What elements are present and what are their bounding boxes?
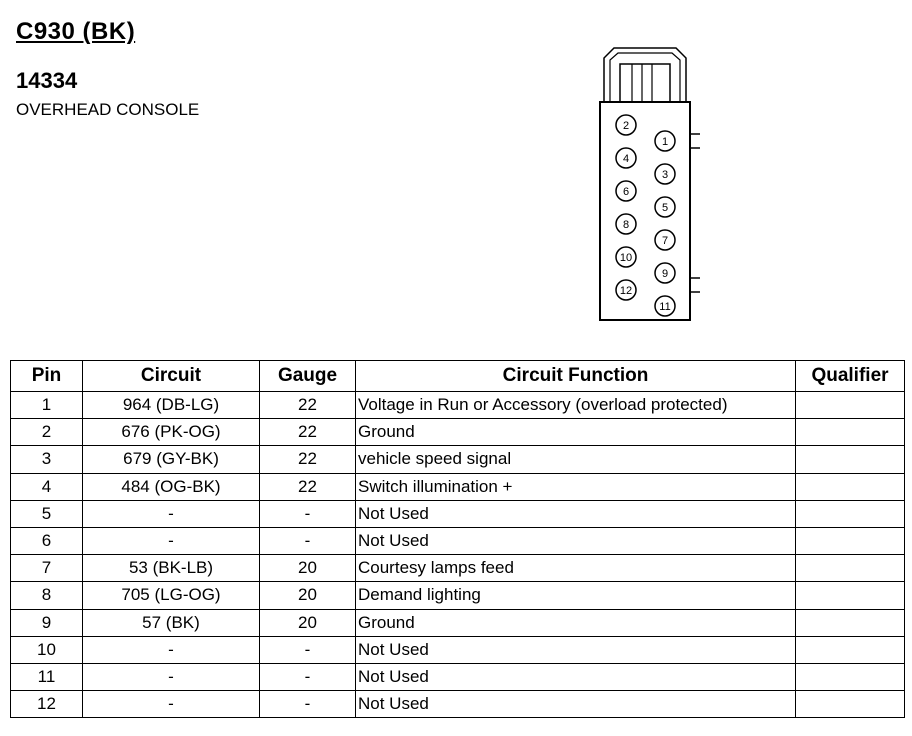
pin-cell: 4 bbox=[11, 473, 83, 500]
function-cell: vehicle speed signal bbox=[356, 446, 796, 473]
pin-4-label: 4 bbox=[622, 153, 630, 165]
table-row bbox=[11, 446, 905, 473]
table-header-row bbox=[11, 361, 905, 392]
qualifier-cell bbox=[796, 555, 905, 582]
gauge-cell: - bbox=[260, 636, 356, 663]
pin-12-label: 12 bbox=[619, 285, 633, 297]
qualifier-cell bbox=[796, 446, 905, 473]
gauge-cell: 22 bbox=[260, 392, 356, 419]
gauge-cell: 22 bbox=[260, 446, 356, 473]
pin-cell: 9 bbox=[11, 609, 83, 636]
gauge-cell: 20 bbox=[260, 609, 356, 636]
pin-cell: 12 bbox=[11, 691, 83, 718]
pin-cell: 2 bbox=[11, 419, 83, 446]
pin-10-label: 10 bbox=[619, 252, 633, 264]
function-cell: Not Used bbox=[356, 500, 796, 527]
table-row bbox=[11, 636, 905, 663]
pin-9-label: 9 bbox=[661, 268, 669, 280]
pin-cell: 8 bbox=[11, 582, 83, 609]
pin-6-label: 6 bbox=[622, 186, 630, 198]
pin-cell: 7 bbox=[11, 555, 83, 582]
pin-5-label: 5 bbox=[661, 202, 669, 214]
gauge-cell: - bbox=[260, 500, 356, 527]
function-cell: Not Used bbox=[356, 663, 796, 690]
circuit-cell: 53 (BK-LB) bbox=[83, 555, 260, 582]
pin-cell: 10 bbox=[11, 636, 83, 663]
gauge-cell: 20 bbox=[260, 582, 356, 609]
gauge-cell: 20 bbox=[260, 555, 356, 582]
header-circuit-function: Circuit Function bbox=[356, 361, 796, 392]
qualifier-cell bbox=[796, 609, 905, 636]
header-gauge: Gauge bbox=[260, 361, 356, 392]
pin-11-label: 11 bbox=[659, 301, 671, 313]
pin-7-label: 7 bbox=[661, 235, 669, 247]
circuit-cell: 676 (PK-OG) bbox=[83, 419, 260, 446]
pin-cell: 6 bbox=[11, 527, 83, 554]
function-cell: Ground bbox=[356, 419, 796, 446]
function-cell: Voltage in Run or Accessory (overload protected) bbox=[356, 392, 796, 419]
pin-1-label: 1 bbox=[661, 136, 669, 148]
table-row bbox=[11, 663, 905, 690]
circuit-cell: - bbox=[83, 663, 260, 690]
header-circuit: Circuit bbox=[83, 361, 260, 392]
qualifier-cell bbox=[796, 691, 905, 718]
qualifier-cell bbox=[796, 527, 905, 554]
table-row bbox=[11, 527, 905, 554]
table-row bbox=[11, 392, 905, 419]
part-number: 14334 bbox=[16, 68, 78, 93]
gauge-cell: - bbox=[260, 527, 356, 554]
function-cell: Demand lighting bbox=[356, 582, 796, 609]
pin-cell: 3 bbox=[11, 446, 83, 473]
connector-title: C930 (BK) bbox=[16, 18, 136, 45]
pin-3-label: 3 bbox=[661, 169, 669, 181]
gauge-cell: - bbox=[260, 663, 356, 690]
header-qualifier: Qualifier bbox=[796, 361, 905, 392]
connector-description: OVERHEAD CONSOLE bbox=[16, 100, 200, 119]
table-row bbox=[11, 419, 905, 446]
pin-cell: 5 bbox=[11, 500, 83, 527]
pin-8-label: 8 bbox=[622, 219, 630, 231]
qualifier-cell bbox=[796, 663, 905, 690]
circuit-cell: 484 (OG-BK) bbox=[83, 473, 260, 500]
table-row bbox=[11, 691, 905, 718]
gauge-cell: 22 bbox=[260, 419, 356, 446]
circuit-cell: 57 (BK) bbox=[83, 609, 260, 636]
pinout-table bbox=[10, 360, 905, 718]
function-cell: Ground bbox=[356, 609, 796, 636]
table-row bbox=[11, 500, 905, 527]
table-row bbox=[11, 582, 905, 609]
table-row bbox=[11, 609, 905, 636]
function-cell: Not Used bbox=[356, 527, 796, 554]
circuit-cell: 679 (GY-BK) bbox=[83, 446, 260, 473]
circuit-cell: 705 (LG-OG) bbox=[83, 582, 260, 609]
qualifier-cell bbox=[796, 582, 905, 609]
circuit-cell: - bbox=[83, 500, 260, 527]
function-cell: Not Used bbox=[356, 691, 796, 718]
circuit-cell: 964 (DB-LG) bbox=[83, 392, 260, 419]
table-row bbox=[11, 473, 905, 500]
function-cell: Courtesy lamps feed bbox=[356, 555, 796, 582]
qualifier-cell bbox=[796, 419, 905, 446]
circuit-cell: - bbox=[83, 691, 260, 718]
pin-2-label: 2 bbox=[622, 120, 630, 132]
connector-face-diagram bbox=[590, 40, 700, 325]
pin-cell: 1 bbox=[11, 392, 83, 419]
header-pin: Pin bbox=[11, 361, 83, 392]
circuit-cell: - bbox=[83, 636, 260, 663]
qualifier-cell bbox=[796, 473, 905, 500]
function-cell: Not Used bbox=[356, 636, 796, 663]
qualifier-cell bbox=[796, 500, 905, 527]
gauge-cell: - bbox=[260, 691, 356, 718]
function-cell: Switch illumination + bbox=[356, 473, 796, 500]
gauge-cell: 22 bbox=[260, 473, 356, 500]
qualifier-cell bbox=[796, 636, 905, 663]
pin-cell: 11 bbox=[11, 663, 83, 690]
qualifier-cell bbox=[796, 392, 905, 419]
table-row bbox=[11, 555, 905, 582]
circuit-cell: - bbox=[83, 527, 260, 554]
